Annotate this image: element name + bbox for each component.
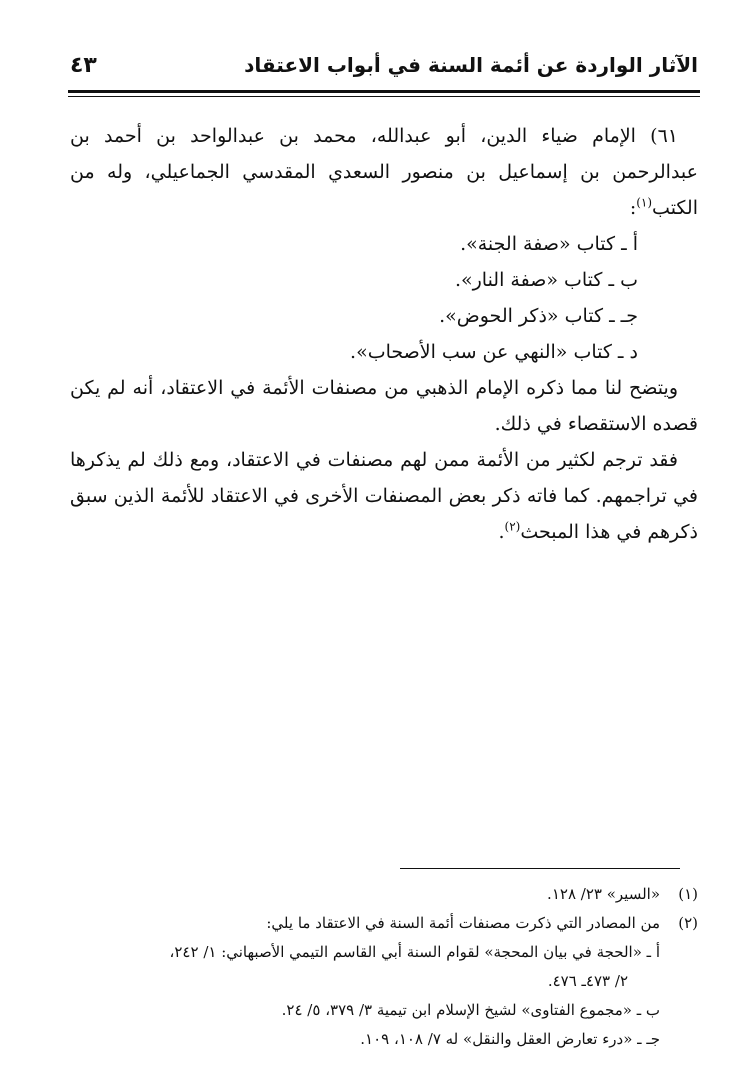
footnotes [70,880,698,1054]
footnote-2 [70,909,698,938]
footnote-number: (١) [678,885,698,903]
list-item: ب ـ كتاب «صفة النار». [454,269,638,291]
book-list [70,226,698,370]
footnote-ref-2[interactable]: (٢) [504,519,521,534]
main-text [70,118,698,550]
list-item: جـ ـ كتاب «ذكر الحوض». [439,305,638,327]
paragraph-3-text: فقد ترجم لكثير من الأئمة ممن لهم مصنفات في الاعتقاد، ومع ذلك لم يذكرها في تراجمهم. كما فاته ذكر بعض المصنفات الأخرى في الاعتقاد للأئمة الذين سبق ذكرهم في هذا المبحث [70,449,698,543]
paragraph-2: ويتضح لنا مما ذكره الإمام الذهبي من مصنفات الأئمة في الاعتقاد، أنه لم يكن قصده الاستقصاء في ذلك. [70,377,698,435]
footnote-2-item-c: جـ ـ «درء تعارض العقل والنقل» له ٧/ ١٠٨، ١٠٩. [360,1030,660,1048]
header-rule-thin [68,96,700,97]
entry-line-3: الكتب [652,197,698,219]
footnote-2-item-a: أ ـ «الحجة في بيان المحجة» لقوام السنة أبي القاسم التيمي الأصبهاني: ١/ ٢٤٢، [169,943,660,961]
footnote-ref-1[interactable]: (١) [636,195,653,210]
footnote-2-item-b: ب ـ «مجموع الفتاوى» لشيخ الإسلام ابن تيمية ٣/ ٣٧٩، ٥/ ٢٤. [281,1001,660,1019]
list-item: د ـ كتاب «النهي عن سب الأصحاب». [350,341,638,363]
entry-colon: : [629,197,637,219]
footnote-separator [400,868,680,869]
paragraph-3 [70,442,698,550]
running-head [70,45,698,85]
page-number: ٤٣ [70,52,97,78]
header-rule-thick [68,90,700,93]
footnote-number: (٢) [678,914,698,932]
entry-line-1: ٦١) الإمام ضياء الدين، أبو عبدالله، محمد بن عبدالواحد بن أحمد بن [70,125,678,147]
list-item: أ ـ كتاب «صفة الجنة». [460,233,638,255]
footnote-2-item-a-cont: ٢/ ٤٧٣ـ ٤٧٦. [547,972,628,990]
footnote-text: «السير» ٢٣/ ١٢٨. [547,885,660,903]
entry-paragraph [70,118,698,226]
paragraph-3-end: . [498,521,505,543]
running-title: الآثار الواردة عن أئمة السنة في أبواب الاعتقاد [244,53,698,77]
entry-line-2: عبدالرحمن بن إسماعيل بن منصور السعدي المقدسي الجماعيلي، وله من [70,161,698,183]
footnote-text: من المصادر التي ذكرت مصنفات أئمة السنة في الاعتقاد ما يلي: [266,914,660,932]
footnote-1 [70,880,698,909]
